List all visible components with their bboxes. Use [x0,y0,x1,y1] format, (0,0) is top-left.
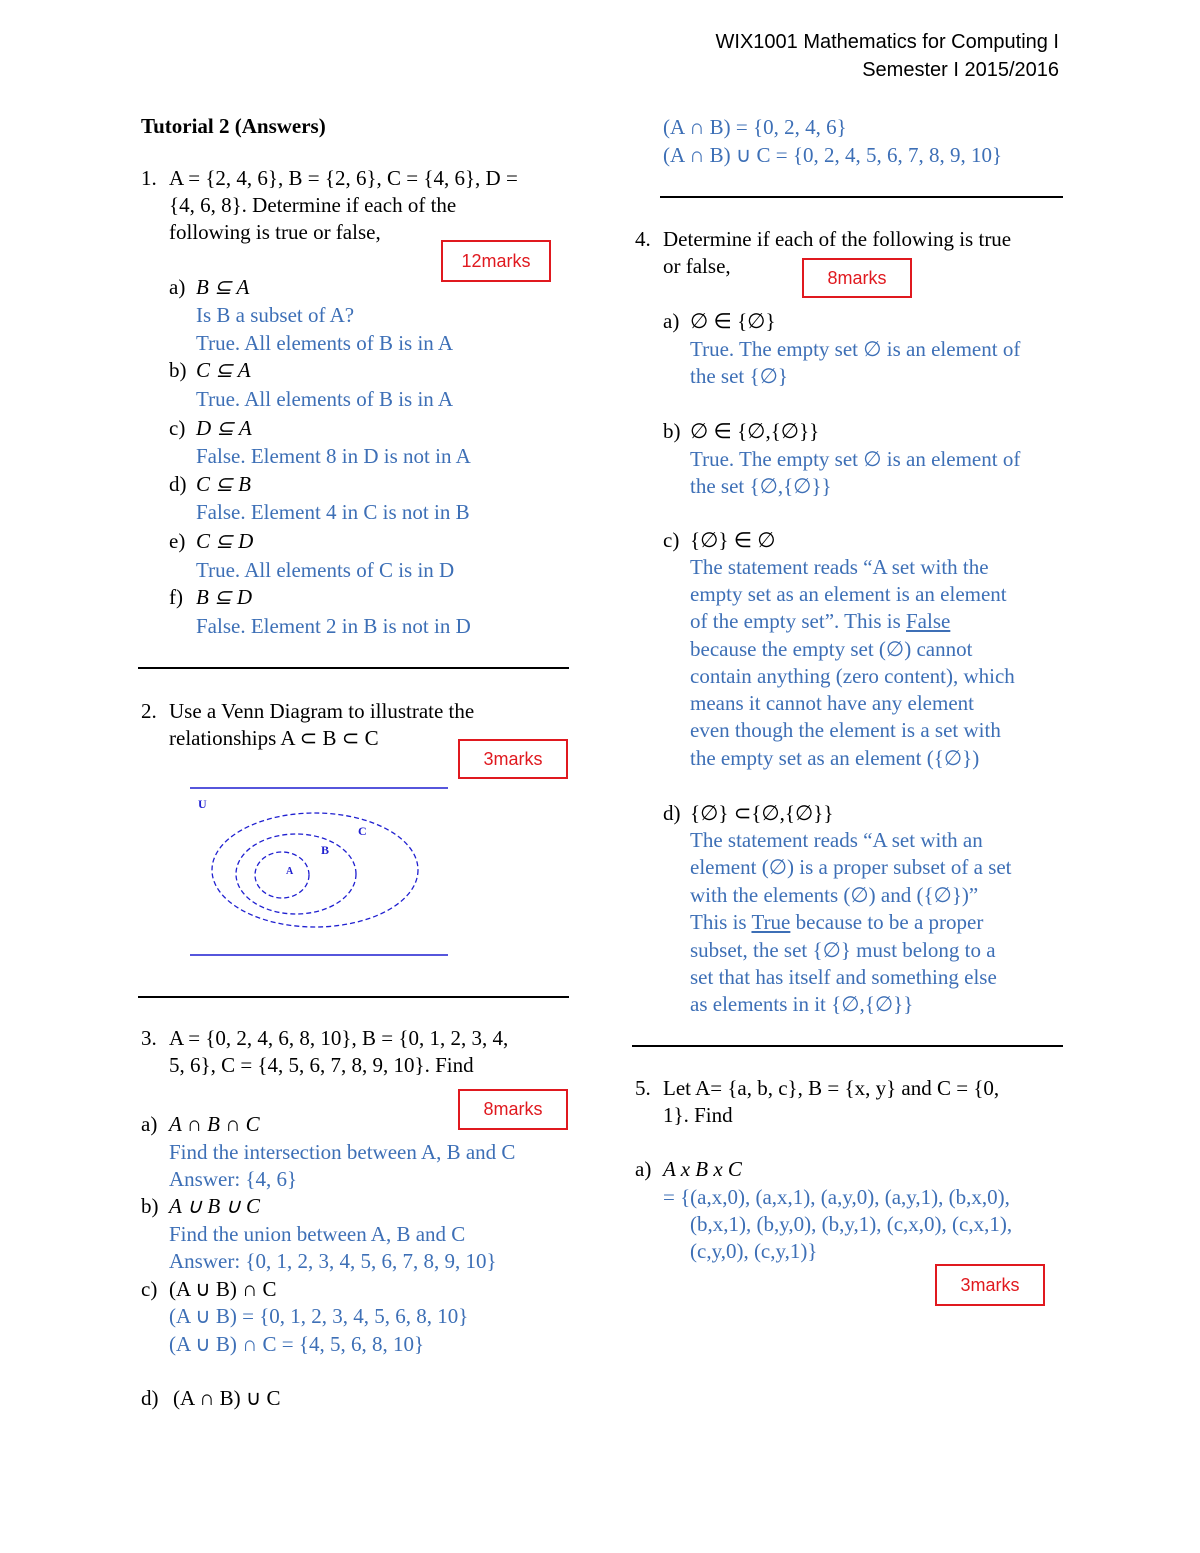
q4d-answer-7: as elements in it {∅,{∅}} [690,992,914,1016]
q3c-answer-1: (A ∪ B) = {0, 1, 2, 3, 4, 5, 6, 8, 10} [169,1304,469,1328]
q3a-expr: A ∩ B ∩ C [169,1112,260,1136]
q3a-answer-1: Find the intersection between A, B and C [169,1140,516,1164]
q4-marks-badge: 8marks [802,258,912,298]
q4d-expr: {∅} ⊂{∅,{∅}} [690,801,834,825]
q1-number: 1. [141,166,157,190]
q4d-answer-3: with the elements (∅) and ({∅})” [690,883,979,907]
q2-text-1: Use a Venn Diagram to illustrate the [169,699,475,723]
q2-text-2: relationships A ⊂ B ⊂ C [169,726,379,750]
venn-label-c: C [358,824,367,838]
q3b-answer-2: Answer: {0, 1, 2, 3, 4, 5, 6, 7, 8, 9, 10} [169,1249,497,1273]
q1-text-3: following is true or false, [169,220,381,244]
page-title: Tutorial 2 (Answers) [141,114,326,138]
q5a-answer-1: = {(a,x,0), (a,x,1), (a,y,0), (a,y,1), (b,x,0), [663,1185,1010,1209]
q4-text-2: or false, [663,254,731,278]
q3c-expr: (A ∪ B) ∩ C [169,1277,277,1301]
q4d-answer-5: subset, the set {∅} must belong to a [690,938,996,962]
q1a-answer-1: Is B a subset of A? [196,303,355,327]
semester: Semester I 2015/2016 [862,59,1059,81]
q4d-answer-6: set that has itself and something else [690,965,997,989]
q1f-answer: False. Element 2 in B is not in D [196,614,471,638]
q4d-answer-2: element (∅) is a proper subset of a set [690,855,1012,879]
q4c-answer-5: contain anything (zero content), which [690,664,1015,688]
q4-text-1: Determine if each of the following is true [663,227,1012,251]
q5-text-2: 1}. Find [663,1103,733,1127]
q1-text-1: A = {2, 4, 6}, B = {2, 6}, C = {4, 6}, D = [169,166,518,190]
q4b-answer-1: True. The empty set ∅ is an element of [690,447,1021,471]
q4d-answer-1: The statement reads “A set with an [690,828,983,852]
q4c-answer-1: The statement reads “A set with the [690,555,989,579]
q4b-answer-2: the set {∅,{∅}} [690,474,832,498]
q1b-expr: C ⊆ A [196,358,251,382]
q3b-expr: A ∪ B ∪ C [169,1194,261,1218]
q1d-label: d) [169,472,187,496]
divider-q1-q2 [138,667,569,669]
q2-number: 2. [141,699,157,723]
q3d-answer-1: (A ∩ B) = {0, 2, 4, 6} [663,115,847,139]
q1e-label: e) [169,529,186,553]
q5a-label: a) [635,1157,652,1181]
q5-text-1: Let A= {a, b, c}, B = {x, y} and C = {0, [663,1076,1000,1100]
q1b-answer: True. All elements of B is in A [196,387,454,411]
q1a-answer-2: True. All elements of B is in A [196,331,454,355]
divider-q2-q3 [138,996,569,998]
venn-set-a [255,852,309,898]
q5-number: 5. [635,1076,651,1100]
q1e-expr: C ⊆ D [196,529,254,553]
q4c-expr: {∅} ∈ ∅ [690,528,776,552]
q3d-expr: (A ∩ B) ∪ C [173,1386,281,1410]
q4c-label: c) [663,528,680,552]
q4d-true-word: True [751,910,791,934]
q3-marks-badge: 8marks [458,1089,568,1130]
q3-number: 3. [141,1026,157,1050]
q1d-answer: False. Element 4 in C is not in B [196,500,470,524]
q1-text-2: {4, 6, 8}. Determine if each of the [169,193,457,217]
q4-number: 4. [635,227,651,251]
venn-set-c [212,813,418,927]
q4c-answer-8: the empty set as an element ({∅}) [690,746,980,770]
venn-label-a: A [286,866,294,877]
q1d-expr: C ⊆ B [196,472,251,496]
q4b-expr: ∅ ∈ {∅,{∅}} [690,419,820,443]
q4a-expr: ∅ ∈ {∅} [690,309,776,333]
q4c-answer-6: means it cannot have any element [690,691,974,715]
q4a-answer-1: True. The empty set ∅ is an element of [690,337,1021,361]
q5a-expr: A x B x C [663,1157,742,1181]
q3-text-2: 5, 6}, C = {4, 5, 6, 7, 8, 9, 10}. Find [169,1053,474,1077]
divider-q4-q5 [632,1045,1063,1047]
q4c-answer-2: empty set as an element is an element [690,582,1007,606]
q4b-label: b) [663,419,681,443]
q3a-answer-2: Answer: {4, 6} [169,1167,298,1191]
q3b-answer-1: Find the union between A, B and C [169,1222,466,1246]
venn-label-b: B [321,843,330,857]
venn-set-b [236,834,356,914]
q4c-answer-3: of the empty set”. This is False [690,609,951,633]
q4d-answer-4: This is True because to be a proper [690,910,984,934]
q2-marks-badge: 3marks [458,739,568,779]
q3-text-1: A = {0, 2, 4, 6, 8, 10}, B = {0, 1, 2, 3, 4, [169,1026,509,1050]
q4d-label: d) [663,801,681,825]
q5-marks-badge: 3marks [935,1264,1045,1306]
q1f-expr: B ⊆ D [196,585,253,609]
q3c-answer-2: (A ∪ B) ∩ C = {4, 5, 6, 8, 10} [169,1332,425,1356]
q4c-answer-7: even though the element is a set with [690,718,1001,742]
venn-label-u: U [198,797,207,811]
q3d-answer-2: (A ∩ B) ∪ C = {0, 2, 4, 5, 6, 7, 8, 9, 10} [663,143,1003,167]
q3a-label: a) [141,1112,158,1136]
q3b-label: b) [141,1194,159,1218]
q1-marks-badge: 12marks [441,240,551,282]
q3c-label: c) [141,1277,158,1301]
q1a-label: a) [169,275,186,299]
q4c-false-word: False [906,609,951,633]
course-title: WIX1001 Mathematics for Computing I [715,31,1059,53]
q1b-label: b) [169,358,187,382]
q1c-label: c) [169,416,186,440]
q1f-label: f) [169,585,183,609]
q1a-expr: B ⊆ A [196,275,250,299]
q4c-answer-4: because the empty set (∅) cannot [690,637,973,661]
q1e-answer: True. All elements of C is in D [196,558,455,582]
q4a-answer-2: the set {∅} [690,364,788,388]
q3d-label: d) [141,1386,159,1410]
divider-q3-q4 [660,196,1063,198]
q5a-answer-2: (b,x,1), (b,y,0), (b,y,1), (c,x,0), (c,x,1), [690,1212,1013,1236]
q4a-label: a) [663,309,680,333]
q1c-expr: D ⊆ A [196,416,252,440]
q5a-answer-3: (c,y,0), (c,y,1)} [690,1239,818,1263]
venn-diagram [180,780,460,965]
q1c-answer: False. Element 8 in D is not in A [196,444,471,468]
